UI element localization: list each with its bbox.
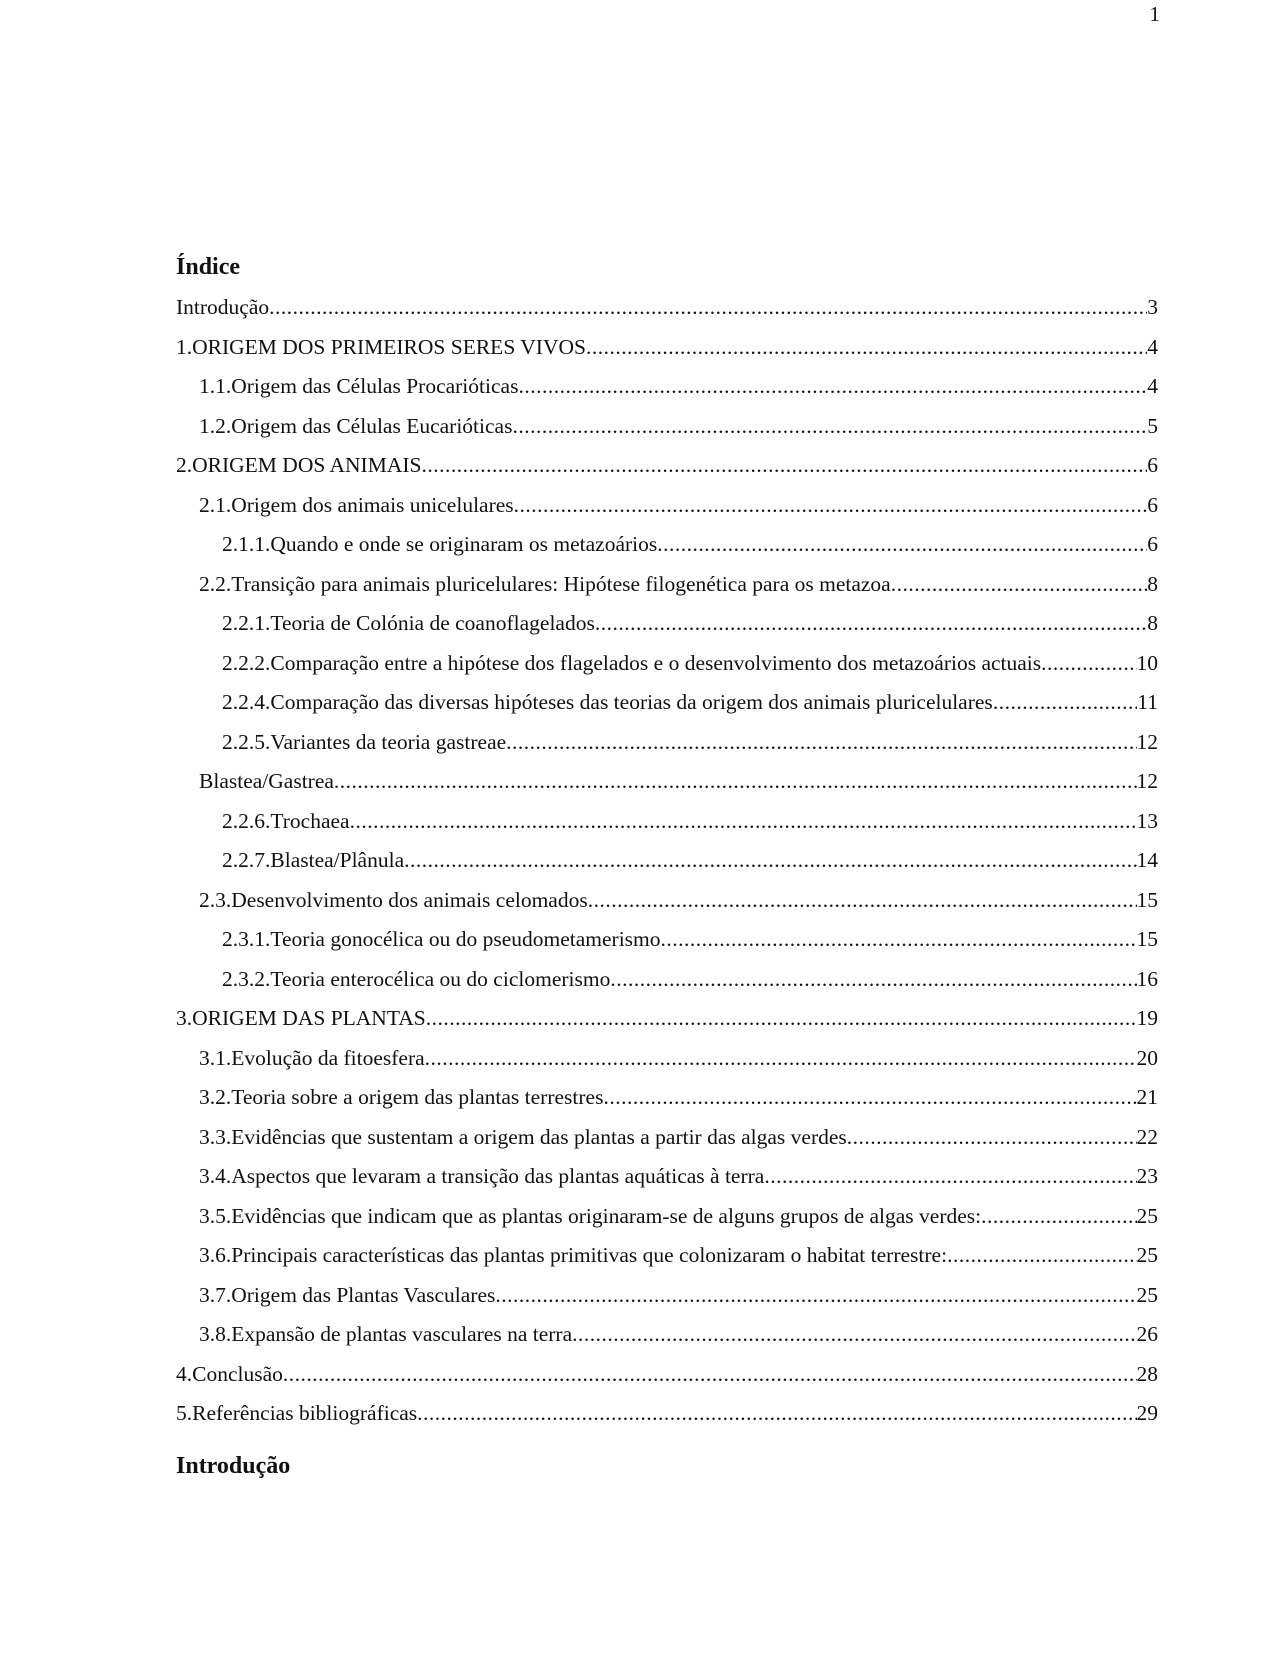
toc-entry-title: 2.1.1.Quando e onde se originaram os metazoários <box>222 529 657 559</box>
toc-entry-page: 11 <box>1137 687 1158 717</box>
toc-entry-title: Blastea/Gastrea <box>199 766 334 796</box>
toc-entry-page: 4 <box>1147 371 1158 401</box>
toc-dot-leader <box>334 766 1137 796</box>
toc-entry-page: 16 <box>1137 964 1159 994</box>
toc-entry[interactable] <box>176 569 1158 609</box>
toc-entry-page: 12 <box>1137 727 1159 757</box>
toc-entry-page: 25 <box>1137 1280 1159 1310</box>
toc-dot-leader <box>603 1082 1136 1112</box>
toc-entry[interactable] <box>176 806 1158 846</box>
toc-entry-page: 14 <box>1137 845 1159 875</box>
toc-entry-page: 6 <box>1147 529 1158 559</box>
toc-entry[interactable] <box>176 1082 1158 1122</box>
toc-entry-title: 2.ORIGEM DOS ANIMAIS <box>176 450 421 480</box>
toc-entry-title: 2.2.6.Trochaea <box>222 806 350 836</box>
toc-entry[interactable] <box>176 608 1158 648</box>
toc-entry-page: 22 <box>1137 1122 1159 1152</box>
toc-dot-leader <box>404 845 1136 875</box>
toc-entry[interactable] <box>176 1398 1158 1438</box>
toc-dot-leader <box>764 1161 1136 1191</box>
toc-entry-title: 2.1.Origem dos animais unicelulares <box>199 490 514 520</box>
toc-entry[interactable] <box>176 885 1158 925</box>
toc-entry-page: 23 <box>1137 1161 1159 1191</box>
toc-entry-page: 15 <box>1137 885 1159 915</box>
toc-entry[interactable] <box>176 1280 1158 1320</box>
toc-entry-title: 2.2.Transição para animais pluricelulares: Hipótese filogenética para os metazoa <box>199 569 891 599</box>
toc-entry-page: 25 <box>1137 1240 1159 1270</box>
toc-entry-title: 1.2.Origem das Células Eucarióticas <box>199 411 512 441</box>
toc-entry-title: 2.3.1.Teoria gonocélica ou do pseudometamerismo <box>222 924 661 954</box>
toc-dot-leader <box>993 687 1137 717</box>
toc-entry[interactable] <box>176 766 1158 806</box>
toc-dot-leader <box>981 1201 1136 1231</box>
toc-dot-leader <box>506 727 1136 757</box>
toc-entry-title: 1.ORIGEM DOS PRIMEIROS SERES VIVOS <box>176 332 586 362</box>
toc-entry[interactable] <box>176 964 1158 1004</box>
toc-entry-title: 5.Referências bibliográficas <box>176 1398 417 1428</box>
table-of-contents <box>176 292 1158 1438</box>
toc-entry-page: 5 <box>1147 411 1158 441</box>
toc-dot-leader <box>847 1122 1137 1152</box>
toc-entry-title: 3.1.Evolução da fitoesfera <box>199 1043 425 1073</box>
toc-dot-leader <box>661 924 1137 954</box>
toc-entry-title: 2.2.1.Teoria de Colónia de coanoflagelados <box>222 608 595 638</box>
toc-entry[interactable] <box>176 1201 1158 1241</box>
toc-entry-page: 10 <box>1137 648 1159 678</box>
toc-entry-title: 3.2.Teoria sobre a origem das plantas terrestres <box>199 1082 603 1112</box>
toc-entry-title: 2.2.5.Variantes da teoria gastreae <box>222 727 506 757</box>
toc-dot-leader <box>495 1280 1136 1310</box>
toc-entry[interactable] <box>176 1161 1158 1201</box>
toc-entry-title: 2.3.Desenvolvimento dos animais celomados <box>199 885 588 915</box>
toc-entry-title: Introdução <box>176 292 269 322</box>
toc-entry-page: 20 <box>1137 1043 1159 1073</box>
toc-dot-leader <box>512 411 1147 441</box>
toc-entry-page: 19 <box>1137 1003 1159 1033</box>
toc-entry[interactable] <box>176 1319 1158 1359</box>
toc-entry[interactable] <box>176 727 1158 767</box>
toc-entry[interactable] <box>176 332 1158 372</box>
toc-entry[interactable] <box>176 292 1158 332</box>
toc-entry[interactable] <box>176 1043 1158 1083</box>
toc-entry-page: 8 <box>1147 608 1158 638</box>
toc-entry-title: 2.3.2.Teoria enterocélica ou do ciclomerismo <box>222 964 610 994</box>
toc-entry[interactable] <box>176 411 1158 451</box>
toc-entry[interactable] <box>176 845 1158 885</box>
toc-entry-title: 3.7.Origem das Plantas Vasculares <box>199 1280 495 1310</box>
toc-entry[interactable] <box>176 687 1158 727</box>
toc-entry-title: 3.ORIGEM DAS PLANTAS <box>176 1003 426 1033</box>
toc-entry-title: 2.2.7.Blastea/Plânula <box>222 845 404 875</box>
toc-entry[interactable] <box>176 371 1158 411</box>
toc-entry-title: 4.Conclusão <box>176 1359 283 1389</box>
toc-dot-leader <box>657 529 1147 559</box>
toc-entry-title: 3.3.Evidências que sustentam a origem das plantas a partir das algas verdes <box>199 1122 847 1152</box>
toc-entry-page: 15 <box>1137 924 1159 954</box>
toc-dot-leader <box>586 332 1147 362</box>
toc-dot-leader <box>514 490 1148 520</box>
toc-entry[interactable] <box>176 529 1158 569</box>
toc-dot-leader <box>283 1359 1137 1389</box>
toc-entry-title: 2.2.4.Comparação das diversas hipóteses das teorias da origem dos animais pluricelulares <box>222 687 993 717</box>
toc-entry-page: 3 <box>1147 292 1158 322</box>
toc-entry-page: 21 <box>1137 1082 1159 1112</box>
toc-entry[interactable] <box>176 648 1158 688</box>
toc-dot-leader <box>417 1398 1136 1428</box>
toc-entry[interactable] <box>176 924 1158 964</box>
toc-entry-page: 12 <box>1137 766 1159 796</box>
toc-dot-leader <box>518 371 1147 401</box>
page-number: 1 <box>1149 2 1160 26</box>
toc-dot-leader <box>425 1043 1137 1073</box>
toc-entry-title: 1.1.Origem das Células Procarióticas <box>199 371 518 401</box>
toc-entry-title: 3.6.Principais características das plantas primitivas que colonizaram o habitat terrestre: <box>199 1240 947 1270</box>
toc-entry-page: 25 <box>1137 1201 1159 1231</box>
toc-entry-title: 3.5.Evidências que indicam que as plantas originaram-se de alguns grupos de algas verdes: <box>199 1201 981 1231</box>
toc-entry[interactable] <box>176 450 1158 490</box>
toc-entry-page: 4 <box>1147 332 1158 362</box>
toc-dot-leader <box>426 1003 1137 1033</box>
index-heading: Índice <box>176 254 241 280</box>
toc-dot-leader <box>588 885 1137 915</box>
toc-entry-page: 26 <box>1137 1319 1159 1349</box>
toc-entry-page: 13 <box>1137 806 1159 836</box>
toc-entry[interactable] <box>176 1003 1158 1043</box>
toc-entry-page: 6 <box>1147 450 1158 480</box>
toc-entry-title: 3.8.Expansão de plantas vasculares na terra <box>199 1319 572 1349</box>
toc-entry-page: 28 <box>1137 1359 1159 1389</box>
toc-dot-leader <box>891 569 1148 599</box>
introduction-heading: Introdução <box>176 1453 291 1479</box>
toc-entry-page: 29 <box>1137 1398 1159 1428</box>
toc-entry-title: 3.4.Aspectos que levaram a transição das plantas aquáticas à terra <box>199 1161 764 1191</box>
toc-dot-leader <box>421 450 1147 480</box>
toc-entry[interactable] <box>176 1359 1158 1399</box>
toc-entry[interactable] <box>176 1122 1158 1162</box>
toc-dot-leader <box>610 964 1136 994</box>
toc-entry-title: 2.2.2.Comparação entre a hipótese dos flagelados e o desenvolvimento dos metazoários actuais <box>222 648 1041 678</box>
toc-dot-leader <box>1041 648 1136 678</box>
toc-entry-page: 6 <box>1147 490 1158 520</box>
toc-dot-leader <box>572 1319 1136 1349</box>
toc-entry[interactable] <box>176 1240 1158 1280</box>
toc-entry-page: 8 <box>1147 569 1158 599</box>
toc-dot-leader <box>269 292 1147 322</box>
toc-dot-leader <box>350 806 1137 836</box>
toc-dot-leader <box>947 1240 1136 1270</box>
toc-dot-leader <box>595 608 1147 638</box>
toc-entry[interactable] <box>176 490 1158 530</box>
